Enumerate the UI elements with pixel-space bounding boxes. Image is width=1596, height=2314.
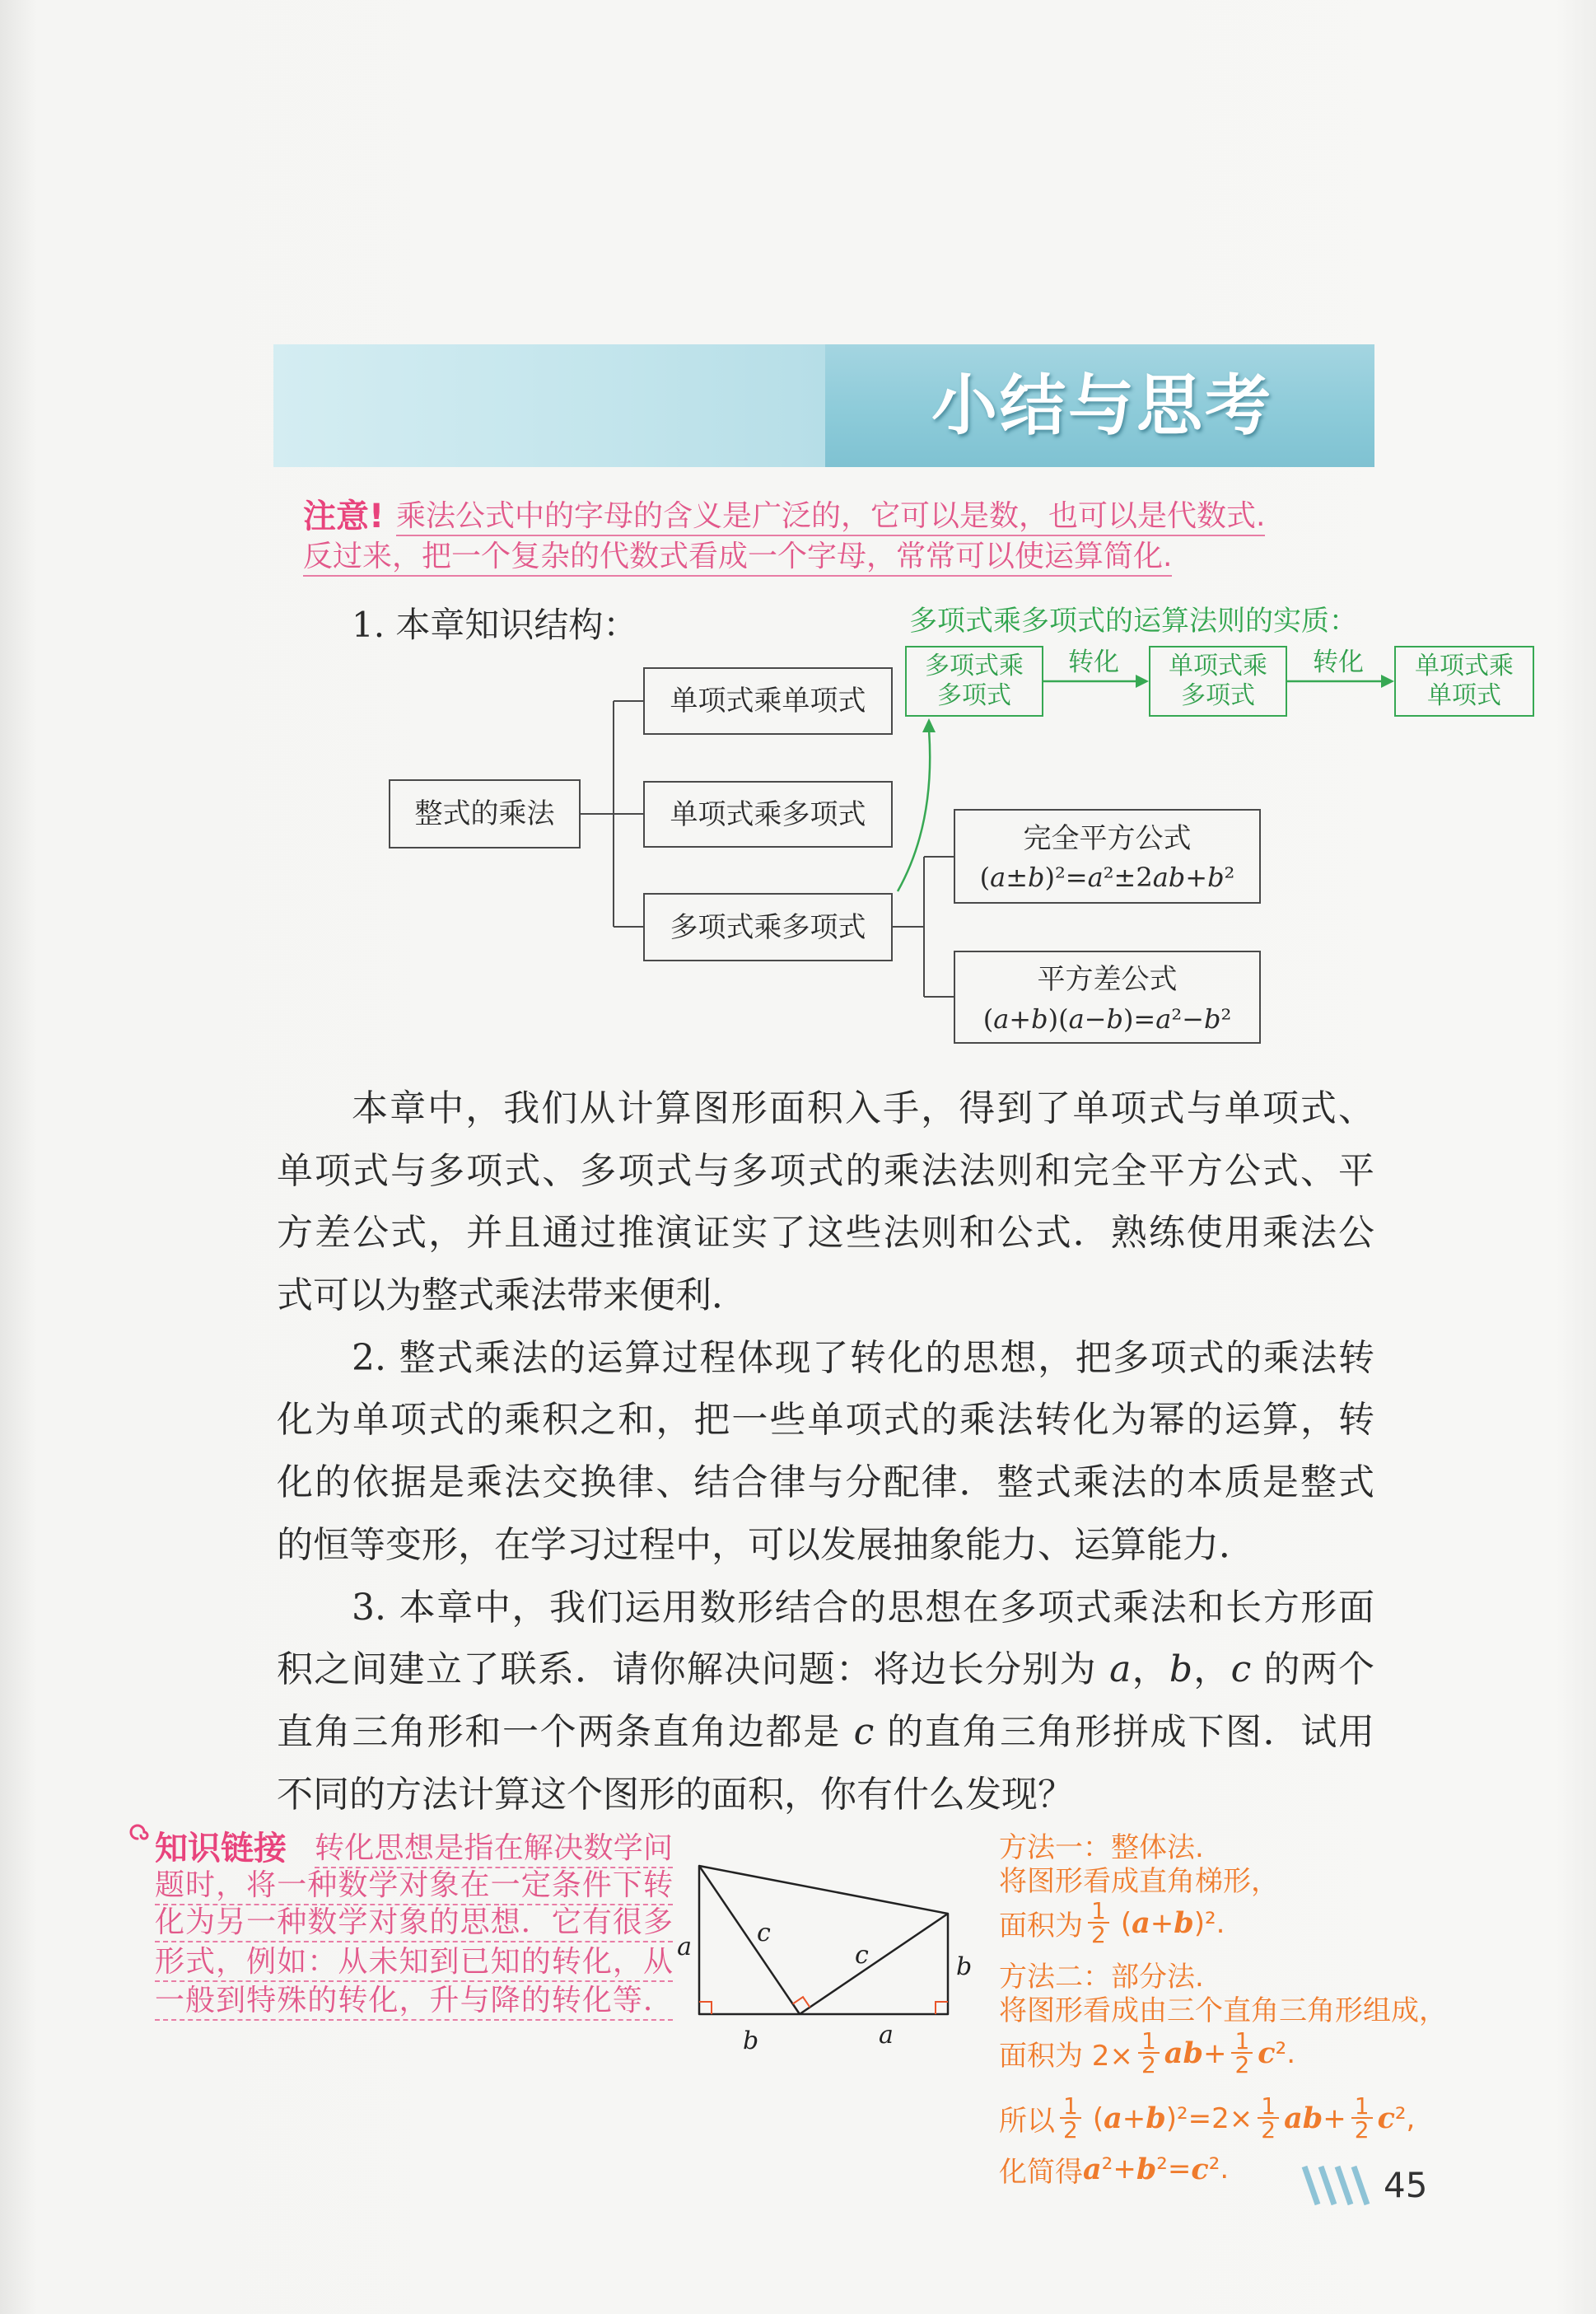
arrow-label: 转化 (1068, 647, 1119, 677)
formula-box-difference-of-squares (954, 951, 1261, 1044)
math-variable: c (1377, 2101, 1395, 2135)
note-label: 注意! (303, 498, 385, 535)
essence-box-poly-poly (905, 646, 1043, 717)
body-text (277, 1078, 1374, 1825)
green-curved-arrow (898, 730, 930, 891)
area-expression: ab+ (1164, 2036, 1227, 2070)
formula-name: 平方差公式 (1037, 963, 1178, 996)
figure-hypotenuse-right (800, 1914, 948, 2014)
arrow-label: 转化 (1313, 647, 1364, 677)
math-variable: a (993, 1003, 1010, 1035)
figure-label: b (956, 1952, 973, 1981)
formula-name: 完全平方公式 (1023, 822, 1192, 855)
body-line: 3. 本章中，我们运用数形结合的思想在多项式乘法和长方形面 (352, 1586, 1374, 1629)
fraction-denominator: 2 (1354, 2116, 1370, 2143)
math-variable: c (1258, 2036, 1276, 2070)
right-angle-mark (699, 2002, 712, 2014)
arrow-head (1381, 675, 1394, 688)
body-line: 直角三角形和一个两条直角边都是 c 的直角三角形拼成下图．试用 (277, 1710, 1374, 1753)
body-line: 积之间建立了联系．请你解决问题：将边长分别为 a，b，c 的两个 (277, 1648, 1375, 1691)
math-variable: b (1203, 1003, 1221, 1035)
area-expression: (a+b)². (1120, 1905, 1225, 1940)
section-banner (273, 344, 1374, 467)
tree-root-box: 整式的乘法 (389, 779, 581, 848)
body-line: 不同的方法计算这个图形的面积，你有什么发现？ (277, 1773, 1074, 1816)
essence-box-line: 单项式乘 (1415, 652, 1514, 680)
fraction-denominator: 2 (1063, 2116, 1078, 2143)
body-line: 方差公式，并且通过推演证实了这些法则和公式．熟练使用乘法公 (277, 1212, 1374, 1255)
conclusion-expression: ab+ (1284, 2101, 1346, 2135)
body-line: 的恒等变形，在学习过程中，可以发展抽象能力、运算能力． (277, 1523, 1255, 1566)
body-line: 本章中，我们从计算图形面积入手，得到了单项式与单项式、 (352, 1087, 1374, 1129)
body-line: 化为单项式的乘积之和，把一些单项式的乘法转化为幂的运算，转 (277, 1399, 1374, 1442)
fraction-numerator: 1 (1231, 2030, 1253, 2054)
fraction-half (1088, 1897, 1109, 1948)
page-stripes-icon (1300, 2163, 1378, 2208)
figure-label: b (743, 2027, 759, 2055)
fraction-numerator: 1 (1351, 2095, 1373, 2119)
math-variable: b (1106, 1003, 1123, 1035)
conclusion-expression: c², (1377, 2101, 1416, 2135)
fraction-half (1138, 2027, 1160, 2078)
tree-branch-box: 单项式乘单项式 (643, 667, 893, 735)
math-variable: a (1132, 1905, 1150, 1940)
figure-label: c (757, 1919, 771, 1947)
body-line: 2. 整式乘法的运算过程体现了转化的思想，把多项式的乘法转 (352, 1336, 1374, 1379)
knowledge-link-line: 一般到特殊的转化，升与降的转化等． (155, 1983, 673, 2021)
knowledge-link-label: 知识链接 (155, 1830, 287, 1868)
essence-box-line: 单项式 (1427, 681, 1501, 710)
fraction-numerator: 1 (1258, 2095, 1279, 2119)
tree-branch-box: 多项式乘多项式 (643, 893, 893, 961)
essence-heading: 多项式乘多项式的运算法则的实质： (909, 605, 1357, 638)
fraction-half (1231, 2027, 1253, 2078)
math-variable: a (1104, 2101, 1122, 2135)
body-line: 式可以为整式乘法带来便利． (277, 1274, 748, 1317)
formula-expression: (a+b)(a−b)=a²−b² (982, 1003, 1232, 1035)
figure-label: a (879, 2021, 894, 2050)
math-variable: a (1068, 1003, 1085, 1035)
trapezoid-figure (675, 1845, 988, 2068)
fraction-numerator: 1 (1088, 1900, 1109, 1924)
math-variable: a (1164, 2036, 1183, 2070)
conclusion-prefix: 所以 (999, 2104, 1055, 2138)
note-line: 乘法公式中的字母的含义是广泛的，它可以是数，也可以是代数式. (396, 498, 1265, 536)
essence-box-line: 单项式乘 (1169, 652, 1267, 680)
essence-box-line: 多项式 (937, 681, 1011, 710)
math-variable: c (1191, 2152, 1209, 2186)
figure-label: a (677, 1933, 692, 1961)
fraction-denominator: 2 (1234, 2051, 1250, 2078)
fraction-denominator: 2 (1091, 1921, 1106, 1948)
fraction-half (1351, 2092, 1373, 2143)
math-variable: a (990, 862, 1006, 893)
area-expression: c². (1258, 2036, 1296, 2070)
math-variable: a (1109, 1648, 1132, 1691)
method1-description: 将图形看成直角梯形， (999, 1864, 1279, 1898)
knowledge-link-line: 转化思想是指在解决数学问 (315, 1830, 673, 1868)
math-variable: c (1230, 1648, 1252, 1691)
fraction-denominator: 2 (1261, 2116, 1276, 2143)
simplified-result: 化简得 a ²+ b ²= c ². (999, 2152, 1230, 2189)
math-variable: b (1207, 862, 1225, 893)
right-angle-mark (793, 1997, 810, 2007)
math-variable: a (1155, 1003, 1172, 1035)
method1-title: 方法一：整体法. (999, 1830, 1204, 1864)
method2-area (999, 2028, 1295, 2078)
math-variable: b (1028, 862, 1045, 893)
fraction-half (1258, 2092, 1279, 2143)
section-title: 小结与思考 (931, 367, 1273, 444)
math-variable: b (1302, 2101, 1323, 2135)
arrow-head (1136, 675, 1149, 688)
figure-label: c (855, 1941, 869, 1970)
math-variable: a (1087, 862, 1104, 893)
method2-title: 方法二：部分法. (999, 1960, 1204, 1994)
body-line: 化的依据是乘法交换律、结合律与分配律．整式乘法的本质是整式 (277, 1461, 1374, 1504)
fraction-numerator: 1 (1060, 2095, 1081, 2119)
formula-box-perfect-square (954, 809, 1261, 904)
math-variable: b (1168, 862, 1186, 893)
math-variable: b (1183, 2036, 1203, 2070)
essence-box-line: 多项式 (1181, 681, 1255, 710)
note-line: 反过来，把一个复杂的代数式看成一个字母，常常可以使运算简化. (303, 539, 1172, 577)
method1-area (999, 1898, 1225, 1947)
knowledge-link-line: 形式，例如：从未知到已知的转化，从 (155, 1944, 673, 1982)
area-prefix: 面积为 2× (999, 2039, 1133, 2073)
banner-light-band (273, 344, 825, 467)
knowledge-link-line: 化为另一种数学对象的思想．它有很多 (155, 1905, 673, 1942)
math-variable: a (1284, 2101, 1303, 2135)
right-angle-mark (936, 2002, 948, 2014)
tree-branch-box: 单项式乘多项式 (643, 781, 893, 848)
knowledge-link-line: 题时，将一种数学对象在一定条件下转 (155, 1868, 673, 1905)
essence-box-line: 多项式乘 (925, 652, 1024, 680)
essence-box-mono-mono (1394, 646, 1534, 717)
math-variable: b (1136, 2152, 1157, 2186)
math-variable: b (1031, 1003, 1048, 1035)
structure-heading: 1. 本章知识结构： (352, 605, 638, 645)
math-variable: b (1146, 2101, 1166, 2135)
figure-hypotenuse-left (699, 1866, 800, 2014)
fraction-half (1060, 2092, 1081, 2143)
method2-description: 将图形看成由三个直角三角形组成， (999, 1994, 1447, 2027)
conclusion-equation (999, 2093, 1415, 2143)
math-variable: c (853, 1710, 875, 1753)
math-variable: a (1083, 2152, 1102, 2186)
area-prefix: 面积为 (999, 1909, 1083, 1942)
conclusion-expression: (a+b)²=2× (1092, 2101, 1253, 2135)
swirl-icon (128, 1822, 153, 1847)
math-variable: b (1174, 1905, 1194, 1940)
formula-expression: (a±b)²=a²±2ab+b² (979, 862, 1235, 893)
fraction-numerator: 1 (1138, 2030, 1160, 2054)
math-variable: b (1169, 1648, 1193, 1691)
arrow-head (922, 718, 936, 732)
body-line: 单项式与多项式、多项式与多项式的乘法法则和完全平方公式、平 (277, 1149, 1374, 1192)
essence-box-mono-poly (1149, 646, 1287, 717)
page-number: 45 (1384, 2165, 1428, 2205)
math-variable: a (1152, 862, 1169, 893)
fraction-denominator: 2 (1141, 2051, 1156, 2078)
